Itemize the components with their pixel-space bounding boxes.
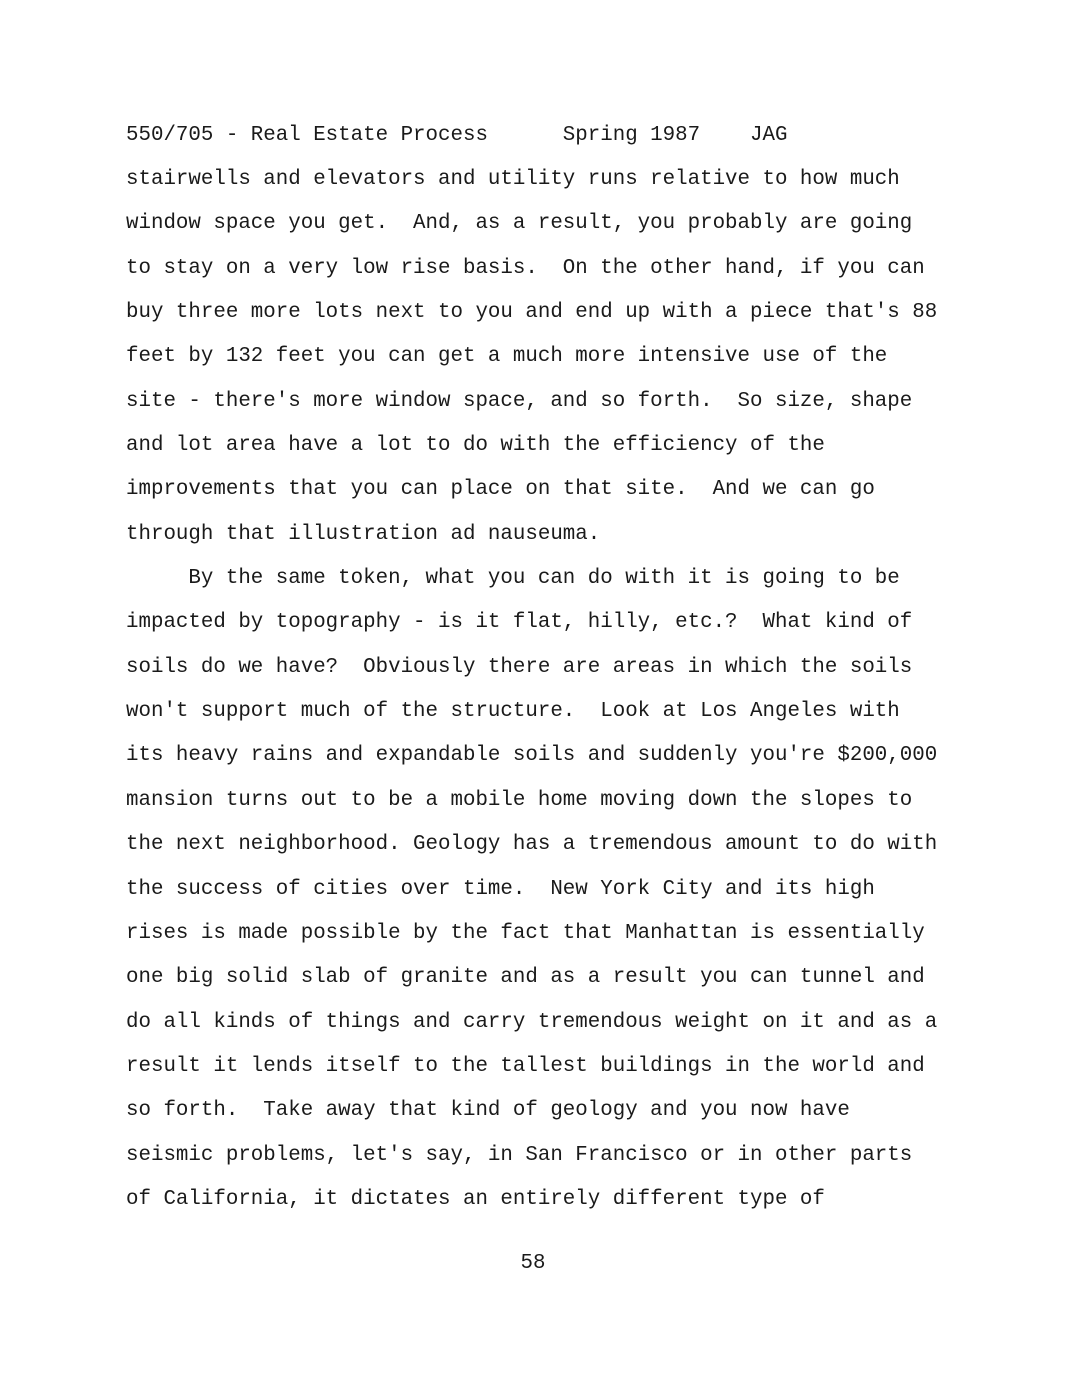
text-line: impacted by topography - is it flat, hilly, etc.? What kind of	[126, 611, 913, 635]
text-line: won't support much of the structure. Look at Los Angeles with	[126, 700, 900, 724]
text-line: buy three more lots next to you and end up with a piece that's 88	[126, 301, 938, 325]
text-line: rises is made possible by the fact that Manhattan is essentially	[126, 921, 925, 945]
running-header: 550/705 - Real Estate Process Spring 1987 JAG	[126, 124, 788, 147]
text-line: so forth. Take away that kind of geology and you now have	[126, 1099, 850, 1123]
text-line: do all kinds of things and carry tremendous weight on it and as a	[126, 1010, 938, 1034]
text-line: its heavy rains and expandable soils and suddenly you're $200,000	[126, 744, 938, 768]
body-text	[126, 168, 986, 1232]
page-number: 58	[520, 1252, 546, 1275]
text-line: mansion turns out to be a mobile home moving down the slopes to	[126, 788, 913, 812]
text-line: and lot area have a lot to do with the efficiency of the	[126, 434, 825, 458]
text-line: site - there's more window space, and so forth. So size, shape	[126, 389, 913, 413]
text-line: one big solid slab of granite and as a result you can tunnel and	[126, 966, 925, 990]
text-line: through that illustration ad nauseuma.	[126, 522, 601, 546]
text-line: to stay on a very low rise basis. On the other hand, if you can	[126, 256, 925, 280]
text-line: improvements that you can place on that site. And we can go	[126, 478, 875, 502]
text-line: result it lends itself to the tallest buildings in the world and	[126, 1054, 925, 1078]
text-line: feet by 132 feet you can get a much more intensive use of the	[126, 345, 888, 369]
text-line: By the same token, what you can do with it is going to be	[126, 567, 900, 591]
text-line: the next neighborhood. Geology has a tremendous amount to do with	[126, 833, 938, 857]
text-line: seismic problems, let's say, in San Francisco or in other parts	[126, 1143, 913, 1167]
text-line: window space you get. And, as a result, you probably are going	[126, 212, 913, 236]
text-line: the success of cities over time. New York City and its high	[126, 877, 875, 901]
text-line: soils do we have? Obviously there are areas in which the soils	[126, 655, 913, 679]
text-line: of California, it dictates an entirely different type of	[126, 1187, 825, 1211]
text-line: stairwells and elevators and utility runs relative to how much	[126, 168, 900, 191]
